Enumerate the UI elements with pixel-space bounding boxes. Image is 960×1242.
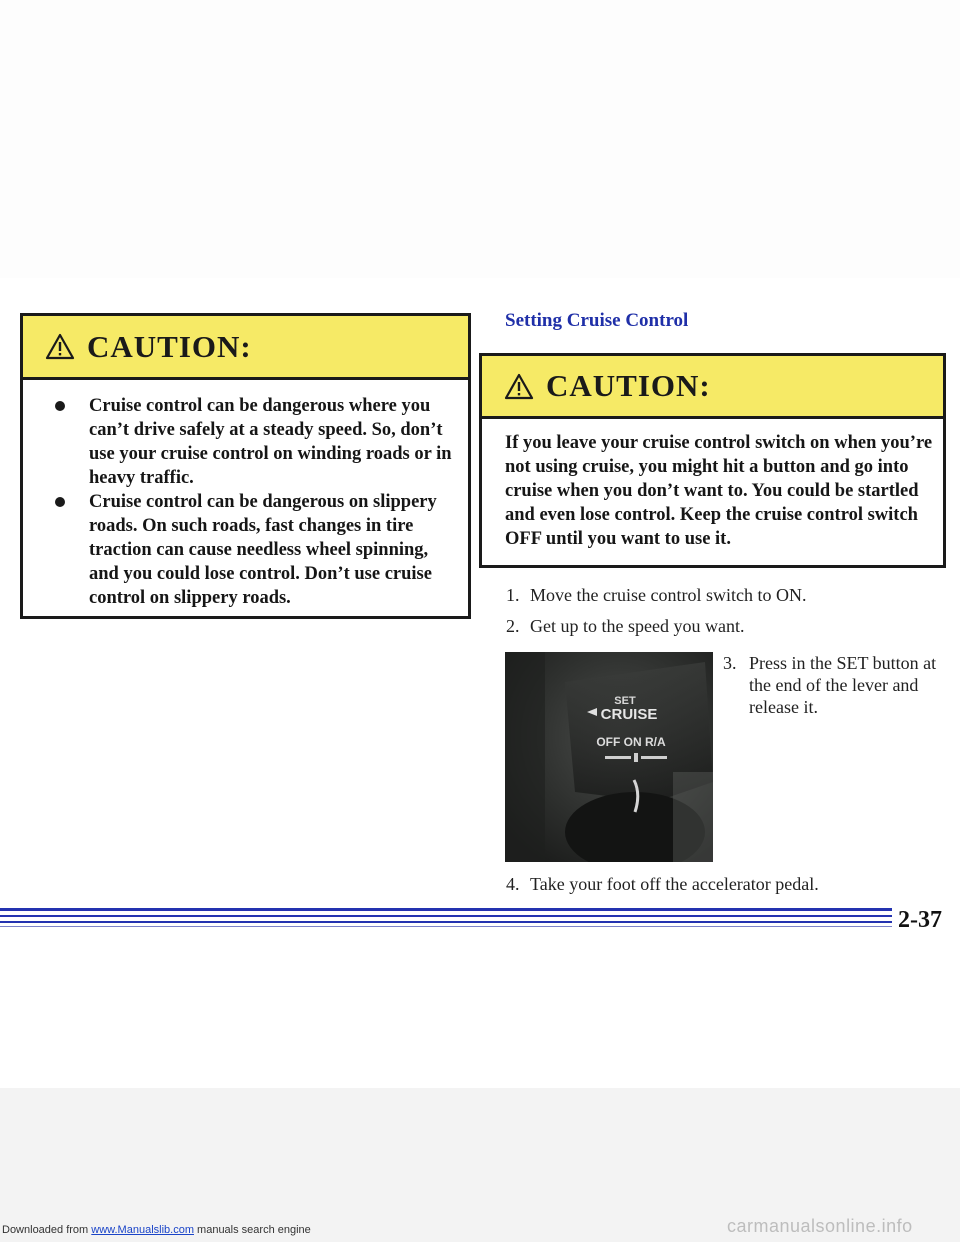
bullet-dot-icon: [55, 497, 65, 507]
caution-bullet-text: Cruise control can be dangerous where you can’t drive safely at a steady speed. So, don’t use your cruise control on winding roads or in heavy traffic.: [89, 396, 452, 488]
cruise-lever-illustration: [505, 652, 713, 862]
caution-body: If you leave your cruise control switch on when you’re not using cruise, you might hit a button and go into cruise when you don’t want to. You could be startled and even lose control. Keep the cruise control switch OFF until you want to use it.: [505, 433, 933, 549]
step-text: Get up to the speed you want.: [530, 616, 745, 636]
caution-header: [23, 316, 468, 380]
caution-title: CAUTION:: [87, 328, 252, 364]
caution-title: CAUTION:: [546, 368, 711, 403]
caution-header: [482, 356, 943, 419]
page-number: 2-37: [898, 907, 942, 933]
caution-box-left: [20, 313, 471, 619]
step-number: 1.: [506, 585, 520, 605]
watermark: carmanualsonline.info: [727, 1216, 913, 1236]
photo-label-set: SET: [614, 695, 636, 707]
photo-label-cruise: CRUISE: [600, 706, 658, 723]
manualslib-link[interactable]: www.Manualslib.com: [91, 1224, 194, 1236]
top-margin: [0, 0, 960, 278]
cruise-lever-photo: [505, 652, 713, 862]
footer-prefix: Downloaded from: [2, 1224, 92, 1236]
step-item: [506, 873, 819, 895]
caution-bullet-text: Cruise control can be dangerous on slippery roads. On such roads, fast changes in tire traction can cause needless wheel spinning, and you could lose control. Don’t use cruise control on slippery roads.: [89, 492, 437, 608]
caution-bullet: [55, 490, 452, 610]
section-heading: Setting Cruise Control: [505, 310, 689, 331]
page-footer-rules: [0, 905, 960, 935]
warning-triangle-icon: [504, 373, 534, 400]
step-text: Take your foot off the accelerator pedal.: [530, 874, 819, 894]
switch-detent-left: [605, 756, 631, 759]
step-item: [506, 615, 744, 637]
step-number: 2.: [506, 616, 520, 636]
step-item: [723, 652, 943, 718]
step-number: 4.: [506, 874, 520, 894]
photo-label-modes: OFF ON R/A: [596, 735, 666, 749]
step-text: Move the cruise control switch to ON.: [530, 585, 807, 605]
step-item: [506, 584, 806, 606]
switch-detent-center: [634, 753, 638, 762]
caution-bullet: [55, 394, 452, 490]
step-text: Press in the SET button at the end of the lever and release it.: [749, 653, 937, 717]
download-footer: [2, 1224, 311, 1236]
warning-triangle-icon: [45, 333, 75, 360]
footer-suffix: manuals search engine: [193, 1224, 311, 1236]
caution-body: [23, 380, 468, 610]
switch-detent-right: [641, 756, 667, 759]
step-number: 3.: [723, 653, 737, 673]
bullet-dot-icon: [55, 401, 65, 411]
caution-box-right: [479, 353, 946, 568]
